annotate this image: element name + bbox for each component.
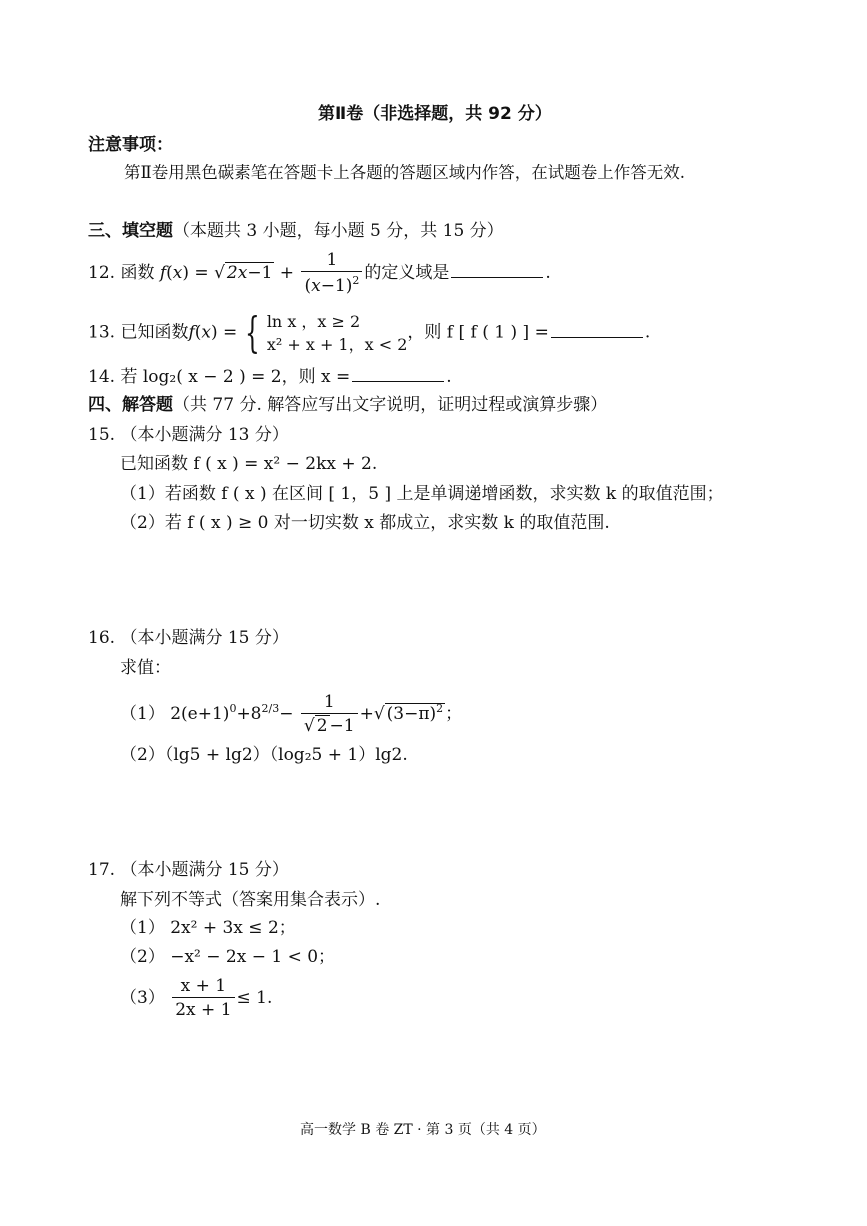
q16-score: （本小题满分 15 分） <box>120 628 289 648</box>
q16-part-1-label: （1） <box>120 703 165 724</box>
q13-post: ，则 f [ f ( 1 ) ] = <box>407 322 549 343</box>
part4-header <box>88 395 607 415</box>
q17-part-3-tail: ≤ 1. <box>236 987 273 1008</box>
part3-note: （本题共 3 小题，每小题 5 分，共 15 分） <box>173 221 504 241</box>
question-13: 13. 已知函数f(x) = { ln x ，x ≥ 2 x² + x + 1，x < 2 ，则 f [ f ( 1 ) ] = . <box>88 308 651 357</box>
q17-part-3-label: （3） <box>120 987 165 1008</box>
section-title: 第Ⅱ卷（非选择题，共 92 分） <box>318 104 552 124</box>
q17-denominator: 2x + 1 <box>172 997 234 1020</box>
q15-part-2: （2）若 f ( x ) ≥ 0 对一切实数 x 都成立，求实数 k 的取值范围. <box>120 513 610 533</box>
q12-fraction: $\frac{1}{(x-1)^2}$ <box>301 250 362 297</box>
q15-score: （本小题满分 13 分） <box>120 425 289 445</box>
q15-header <box>88 425 289 445</box>
q17-score: （本小题满分 15 分） <box>120 860 289 880</box>
q17-number: 17. <box>88 860 116 880</box>
q13-pre: 已知函数 <box>120 322 189 343</box>
part3-heading: 三、填空题 <box>88 221 173 241</box>
q17-lead: 解下列不等式（答案用集合表示）. <box>120 890 381 910</box>
q14-number: 14. <box>88 367 116 387</box>
q12-post: 的定义域是 <box>364 262 450 283</box>
notice-heading: 注意事项： <box>88 135 173 155</box>
q17-fraction <box>172 976 234 1021</box>
question-12: 12. 函数 f(x) = √ 2x−1 + $\frac{1}{(x-1)^2}$ 的定义域是 . <box>88 250 551 297</box>
page-footer: 高一数学 B 卷 ZT · 第 3 页（共 4 页） <box>300 1122 546 1138</box>
q16-part-2: （2）（lg5 + lg2）（log₂5 + 1）lg2. <box>120 745 408 765</box>
q17-part-1: （1） 2x² + 3x ≤ 2； <box>120 918 296 938</box>
notice-text: 第Ⅱ卷用黑色碳素笔在答题卡上各题的答题区域内作答，在试题卷上作答无效. <box>124 163 685 182</box>
q16-fraction: $\frac{1}{√ 2 -1}$ <box>301 692 358 737</box>
q13-number: 13. <box>88 322 116 343</box>
q15-part-1: （1）若函数 f ( x ) 在区间 [ 1，5 ] 上是单调递增函数，求实数 k 的取值范围； <box>120 484 724 504</box>
q15-given: 已知函数 f ( x ) = x² − 2kx + 2. <box>120 454 378 474</box>
q12-number: 12. <box>88 262 116 283</box>
q16-header <box>88 628 289 648</box>
q16-part-1: （1） $2(e+1)^0+8^{2/3}-$ $\frac{1}{√ 2 -1}$ +√ $(3-\pi)^2$ ； <box>120 692 463 737</box>
q17-part-3 <box>120 976 272 1021</box>
q13-cases <box>267 310 408 356</box>
q14-answer-blank <box>352 367 444 382</box>
q17-numerator: x + 1 <box>180 976 227 996</box>
q13-case-1: ln x ，x ≥ 2 <box>266 312 361 331</box>
q17-header <box>88 860 289 880</box>
q13-answer-blank <box>551 323 643 338</box>
q12-pre: 函数 <box>120 262 155 283</box>
q17-part-2: （2） −x² − 2x − 1 < 0； <box>120 947 336 967</box>
question-14: 14. 若 log₂( x − 2 ) = 2，则 x = . <box>88 367 452 387</box>
left-brace-icon: { <box>244 308 260 357</box>
q16-number: 16. <box>88 628 116 648</box>
q16-lead: 求值： <box>120 658 171 678</box>
part4-note: （共 77 分. 解答应写出文字说明，证明过程或演算步骤） <box>173 395 608 415</box>
q14-text: 若 log₂( x − 2 ) = 2，则 x = <box>120 367 351 387</box>
part3-header <box>88 221 504 241</box>
sqrt-symbol-icon: √ <box>214 262 225 283</box>
part4-heading: 四、解答题 <box>88 395 173 415</box>
q12-answer-blank <box>451 263 543 278</box>
q13-case-2: x² + x + 1，x < 2 <box>266 335 408 354</box>
q15-number: 15. <box>88 425 116 445</box>
